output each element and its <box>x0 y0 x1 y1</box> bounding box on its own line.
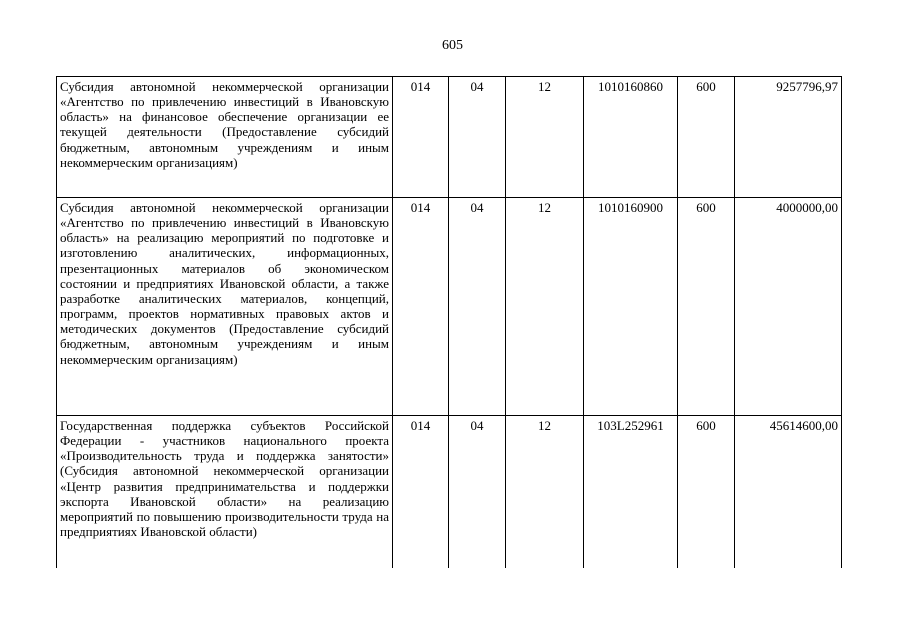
table-row <box>57 77 842 198</box>
target-article-code: 103L252961 <box>584 416 678 569</box>
target-article-code: 1010160860 <box>584 77 678 198</box>
subsection-code: 12 <box>506 416 584 569</box>
amount: 45614600,00 <box>735 416 842 569</box>
row-description: Государственная поддержка субъектов Российской Федерации - участников национального проекта «Производительность труда и поддержка занятости» (Субсидия автономной некоммерческой организации «Центр развития предпринимательства и поддержки экспорта Ивановской области» на реализацию мероприятий по повышению производительности труда на предприятиях Ивановской области) <box>57 416 393 569</box>
table-row <box>57 416 842 569</box>
section-code: 04 <box>449 198 506 416</box>
ministry-code: 014 <box>393 77 449 198</box>
page-number: 605 <box>442 38 463 53</box>
budget-table <box>56 76 842 568</box>
amount: 9257796,97 <box>735 77 842 198</box>
expense-type-code: 600 <box>678 77 735 198</box>
ministry-code: 014 <box>393 198 449 416</box>
amount: 4000000,00 <box>735 198 842 416</box>
row-description: Субсидия автономной некоммерческой организации «Агентство по привлечению инвестиций в Ивановскую область» на реализацию мероприятий по подготовке и изготовлению аналитических, информационных, презентационных материалов об экономическом состоянии и предприятиях Ивановской области, а также разработке аналитических материалов, концепций, программ, проектов нормативных правовых актов и методических документов (Предоставление субсидий бюджетным, автономным учреждениям и иным некоммерческим организациям) <box>57 198 393 416</box>
expense-type-code: 600 <box>678 416 735 569</box>
section-code: 04 <box>449 77 506 198</box>
table-row <box>57 198 842 416</box>
subsection-code: 12 <box>506 198 584 416</box>
expense-type-code: 600 <box>678 198 735 416</box>
ministry-code: 014 <box>393 416 449 569</box>
target-article-code: 1010160900 <box>584 198 678 416</box>
row-description: Субсидия автономной некоммерческой организации «Агентство по привлечению инвестиций в Ивановскую область» на финансовое обеспечение организации ее текущей деятельности (Предоставление субсидий бюджетным, автономным учреждениям и иным некоммерческим организациям) <box>57 77 393 198</box>
subsection-code: 12 <box>506 77 584 198</box>
section-code: 04 <box>449 416 506 569</box>
